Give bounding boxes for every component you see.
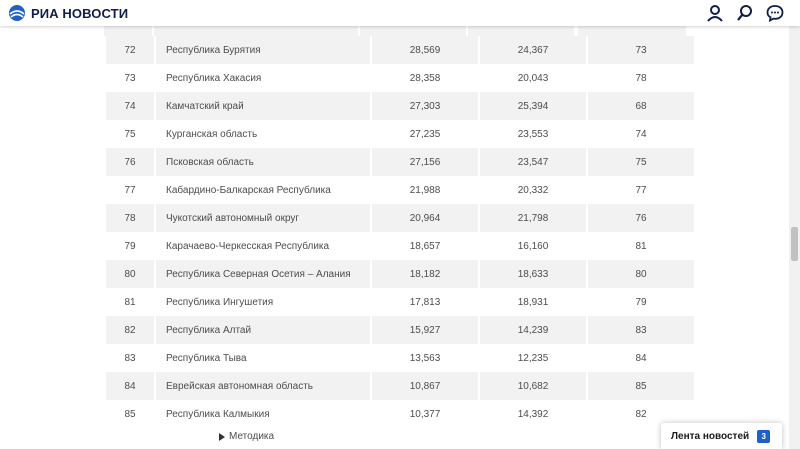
table-row	[106, 120, 694, 148]
news-feed-count-badge: 3	[757, 430, 770, 443]
table-top-fill	[360, 26, 466, 36]
prev-rank-cell: 75	[588, 148, 694, 176]
region-name-cell: Псковская область	[156, 148, 370, 176]
table-row	[106, 176, 694, 204]
value-2018-cell: 14,392	[480, 400, 586, 428]
value-2018-cell: 23,553	[480, 120, 586, 148]
region-name-cell: Чукотский автономный округ	[156, 204, 370, 232]
region-name-cell: Курганская область	[156, 120, 370, 148]
table-row	[106, 260, 694, 288]
region-name-cell: Республика Ингушетия	[156, 288, 370, 316]
prev-rank-cell: 83	[588, 316, 694, 344]
prev-rank-cell: 84	[588, 344, 694, 372]
prev-rank-cell: 78	[588, 64, 694, 92]
table-row	[106, 288, 694, 316]
value-2019-cell: 28,358	[372, 64, 478, 92]
prev-rank-cell: 82	[588, 400, 694, 428]
value-2018-cell: 12,235	[480, 344, 586, 372]
scrollbar-thumb[interactable]	[791, 227, 798, 261]
value-2018-cell: 23,547	[480, 148, 586, 176]
user-icon[interactable]	[706, 4, 724, 22]
table-row	[106, 344, 694, 372]
regions-rating-table	[104, 36, 696, 428]
prev-rank-cell: 73	[588, 36, 694, 64]
table-row	[106, 148, 694, 176]
value-2019-cell: 27,156	[372, 148, 478, 176]
news-feed-label: Лента новостей	[671, 430, 750, 442]
value-2019-cell: 28,569	[372, 36, 478, 64]
prev-rank-cell: 80	[588, 260, 694, 288]
logo-text: РИА НОВОСТИ	[31, 5, 129, 21]
ria-logo[interactable]	[7, 4, 128, 22]
table-row	[106, 400, 694, 428]
rank-cell: 75	[106, 120, 154, 148]
table-top-fill	[104, 26, 152, 36]
rank-cell: 83	[106, 344, 154, 372]
rank-cell: 78	[106, 204, 154, 232]
region-name-cell: Республика Алтай	[156, 316, 370, 344]
rank-cell: 79	[106, 232, 154, 260]
table-top-fill	[154, 26, 358, 36]
table-row	[106, 204, 694, 232]
table-row	[106, 64, 694, 92]
search-icon[interactable]	[736, 4, 754, 22]
value-2019-cell: 15,927	[372, 316, 478, 344]
rank-cell: 82	[106, 316, 154, 344]
rank-cell: 77	[106, 176, 154, 204]
chat-icon[interactable]	[766, 4, 784, 22]
value-2018-cell: 25,394	[480, 92, 586, 120]
value-2019-cell: 20,964	[372, 204, 478, 232]
methodology-label: Методика	[229, 431, 275, 442]
rank-cell: 73	[106, 64, 154, 92]
ria-globe-icon	[7, 4, 27, 22]
table-top-fill	[468, 26, 574, 36]
prev-rank-cell: 81	[588, 232, 694, 260]
value-2018-cell: 18,931	[480, 288, 586, 316]
prev-rank-cell: 74	[588, 120, 694, 148]
triangle-right-icon	[219, 433, 225, 441]
value-2019-cell: 10,377	[372, 400, 478, 428]
rank-cell: 80	[106, 260, 154, 288]
region-name-cell: Камчатский край	[156, 92, 370, 120]
region-name-cell: Еврейская автономная область	[156, 372, 370, 400]
value-2018-cell: 10,682	[480, 372, 586, 400]
rank-cell: 84	[106, 372, 154, 400]
value-2018-cell: 21,798	[480, 204, 586, 232]
news-feed-button[interactable]	[661, 423, 782, 449]
value-2019-cell: 18,657	[372, 232, 478, 260]
region-name-cell: Республика Бурятия	[156, 36, 370, 64]
value-2019-cell: 27,235	[372, 120, 478, 148]
table-row	[106, 92, 694, 120]
prev-rank-cell: 79	[588, 288, 694, 316]
value-2018-cell: 16,160	[480, 232, 586, 260]
region-name-cell: Республика Тыва	[156, 344, 370, 372]
value-2018-cell: 18,633	[480, 260, 586, 288]
value-2019-cell: 27,303	[372, 92, 478, 120]
region-name-cell: Республика Северная Осетия – Алания	[156, 260, 370, 288]
prev-rank-cell: 76	[588, 204, 694, 232]
rank-cell: 85	[106, 400, 154, 428]
region-name-cell: Республика Хакасия	[156, 64, 370, 92]
value-2019-cell: 10,867	[372, 372, 478, 400]
table-top-fill	[578, 26, 686, 36]
prev-rank-cell: 68	[588, 92, 694, 120]
rank-cell: 81	[106, 288, 154, 316]
prev-rank-cell: 77	[588, 176, 694, 204]
value-2018-cell: 14,239	[480, 316, 586, 344]
vertical-scrollbar[interactable]	[789, 26, 800, 449]
region-name-cell: Кабардино-Балкарская Республика	[156, 176, 370, 204]
table-row	[106, 372, 694, 400]
rank-cell: 74	[106, 92, 154, 120]
value-2019-cell: 13,563	[372, 344, 478, 372]
rank-cell: 76	[106, 148, 154, 176]
value-2019-cell: 17,813	[372, 288, 478, 316]
value-2018-cell: 20,332	[480, 176, 586, 204]
prev-rank-cell: 85	[588, 372, 694, 400]
table-row	[106, 36, 694, 64]
table-row	[106, 232, 694, 260]
value-2018-cell: 24,367	[480, 36, 586, 64]
site-header	[0, 0, 800, 26]
value-2019-cell: 18,182	[372, 260, 478, 288]
region-name-cell: Карачаево-Черкесская Республика	[156, 232, 370, 260]
methodology-toggle[interactable]	[219, 431, 274, 442]
region-name-cell: Республика Калмыкия	[156, 400, 370, 428]
value-2018-cell: 20,043	[480, 64, 586, 92]
table-row	[106, 316, 694, 344]
value-2019-cell: 21,988	[372, 176, 478, 204]
rank-cell: 72	[106, 36, 154, 64]
